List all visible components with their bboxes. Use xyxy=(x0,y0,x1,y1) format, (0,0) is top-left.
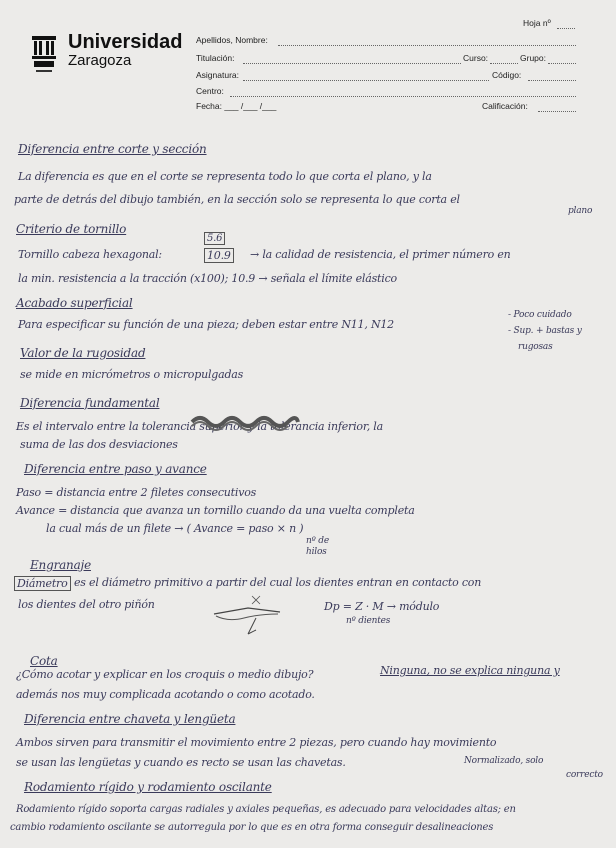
boxed-value: 5.6 xyxy=(204,232,225,245)
codigo-label: Código: xyxy=(492,70,522,80)
hoja-field[interactable] xyxy=(557,28,575,29)
heading-cota: Cota xyxy=(30,654,58,668)
note-line: Normalizado, solo xyxy=(464,756,544,766)
heading-criterio-tornillo: Criterio de tornillo xyxy=(16,222,127,236)
note-line: → la calidad de resistencia, el primer número en xyxy=(250,248,511,261)
note-line: es el diámetro primitivo a partir del cual los dientes entran en contacto con xyxy=(74,576,482,589)
university-name: Universidad xyxy=(68,31,183,53)
apellidos-label: Apellidos, Nombre: xyxy=(196,35,268,45)
note-line: La diferencia es que en el corte se representa todo lo que corta el plano, y la xyxy=(18,170,432,183)
boxed-value: 10.9 xyxy=(204,248,234,263)
note-line: plano xyxy=(568,206,593,216)
heading-diferencia-fundamental: Diferencia fundamental xyxy=(20,396,160,410)
formula-sub: nº dientes xyxy=(346,616,391,626)
university-logo-icon xyxy=(30,32,58,74)
note-line: ¿Cómo acotar y explicar en los croquis o medio dibujo? xyxy=(16,668,314,681)
note-line: la cual más de un filete → ( Avance = paso × n ) xyxy=(46,522,304,535)
heading-acabado: Acabado superficial xyxy=(16,296,133,310)
note-line: los dientes del otro piñón xyxy=(18,598,155,611)
titulacion-field[interactable] xyxy=(243,63,461,64)
heading-paso-avance: Diferencia entre paso y avance xyxy=(24,462,207,476)
note-line: se mide en micrómetros o micropulgadas xyxy=(20,368,244,381)
side-note: - Poco cuidado xyxy=(508,310,572,320)
note-line: hilos xyxy=(306,547,327,557)
gear-sketch-icon xyxy=(208,592,288,638)
apellidos-field[interactable] xyxy=(278,45,576,46)
note-line: cambio rodamiento oscilante se autorregula por lo que es en otra forma conseguir desalineaciones xyxy=(10,822,494,833)
note-line: suma de las dos desviaciones xyxy=(20,438,178,451)
note-line: Tornillo cabeza hexagonal: xyxy=(18,248,162,261)
heading-rodamientos: Rodamiento rígido y rodamiento oscilante xyxy=(24,780,272,794)
crossed-out-scribble xyxy=(190,412,300,432)
asignatura-label: Asignatura: xyxy=(196,70,239,80)
note-line: Rodamiento rígido soporta cargas radiales y axiales pequeñas, es adecuado para velocidades altas; en xyxy=(16,804,516,815)
formula: Dp = Z · M → módulo xyxy=(324,600,440,613)
note-line: parte de detrás del dibujo también, en la sección solo se representa lo que corta el xyxy=(14,193,460,206)
calificacion-field[interactable] xyxy=(538,111,576,112)
note-line: Ambos sirven para transmitir el movimiento entre 2 piezas, pero cuando hay movimiento xyxy=(16,736,497,749)
note-line: nº de xyxy=(306,536,329,546)
centro-field[interactable] xyxy=(230,96,576,97)
side-note: rugosas xyxy=(518,342,553,352)
centro-label: Centro: xyxy=(196,86,224,96)
calificacion-label: Calificación: xyxy=(482,101,528,111)
note-line: correcto xyxy=(566,770,603,780)
curso-field[interactable] xyxy=(490,63,518,64)
hoja-label: Hoja nº xyxy=(523,18,551,28)
heading-rugosidad: Valor de la rugosidad xyxy=(20,346,146,360)
grupo-label: Grupo: xyxy=(520,53,546,63)
asignatura-field[interactable] xyxy=(243,80,489,81)
titulacion-label: Titulación: xyxy=(196,53,235,63)
heading-engranaje: Engranaje xyxy=(30,558,91,572)
note-line: Avance = distancia que avanza un tornillo cuando da una vuelta completa xyxy=(16,504,415,517)
university-city: Zaragoza xyxy=(68,52,132,69)
curso-label: Curso: xyxy=(463,53,489,63)
note-line: la min. resistencia a la tracción (x100); 10.9 → señala el límite elástico xyxy=(18,272,397,285)
note-line: Ninguna, no se explica ninguna y xyxy=(380,664,560,677)
side-note: - Sup. + bastas y xyxy=(508,326,582,336)
grupo-field[interactable] xyxy=(548,63,576,64)
note-line: se usan las lengüetas y cuando es recto se usan las chavetas. xyxy=(16,756,346,769)
note-line: Paso = distancia entre 2 filetes consecutivos xyxy=(16,486,257,499)
note-line: además nos muy complicada acotando o como acotado. xyxy=(16,688,315,701)
fecha-label[interactable]: Fecha: ___ /___ /___ xyxy=(196,101,277,111)
heading-chaveta-lengueta: Diferencia entre chaveta y lengüeta xyxy=(24,712,236,726)
boxed-term: Diámetro xyxy=(14,576,71,591)
heading-corte-seccion: Diferencia entre corte y sección xyxy=(18,142,207,156)
codigo-field[interactable] xyxy=(528,80,576,81)
note-line: Para especificar su función de una pieza; deben estar entre N11, N12 xyxy=(18,318,394,331)
note-line: Es el intervalo entre la tolerancia superior y la tolerancia inferior, la xyxy=(16,420,383,433)
